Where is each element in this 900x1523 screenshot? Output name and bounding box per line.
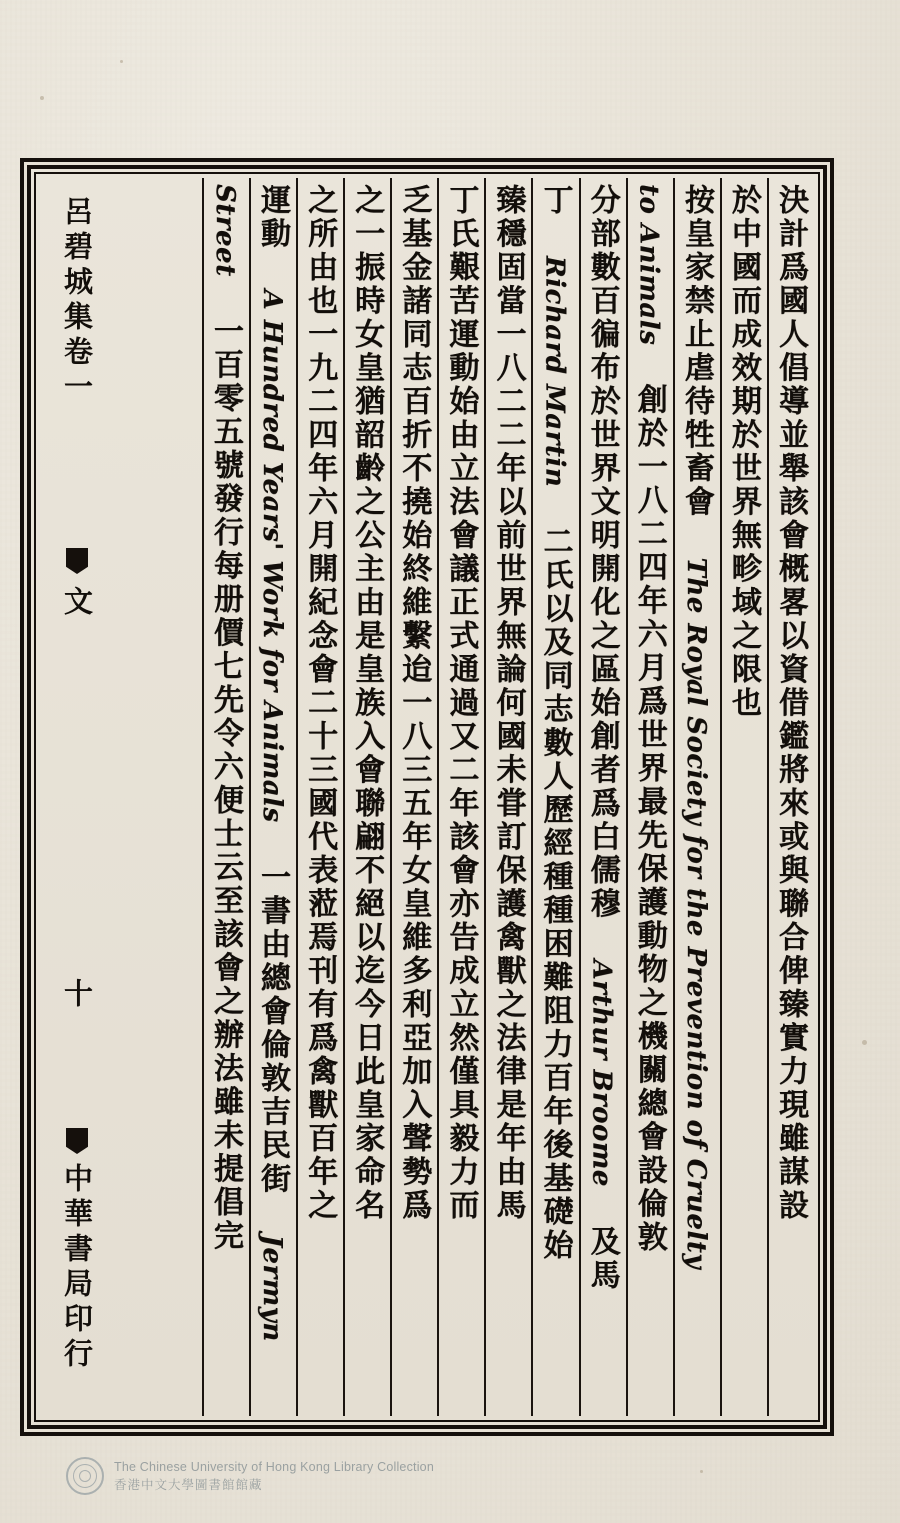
- watermark-english: The Chinese University of Hong Kong Library Collection: [114, 1459, 434, 1474]
- book-title: 呂碧城集卷一: [60, 196, 94, 406]
- latin-run: to Animals: [633, 184, 664, 346]
- column-text: 之所由也一九二四年六月開紀念會二十三國代表蒞焉刊有爲禽獸百年之: [302, 184, 338, 1223]
- column-text: 運動 A Hundred Years' Work for Animals 一書由總會倫敦吉民街 Jermyn: [254, 184, 290, 1342]
- latin-run: Richard Martin: [539, 256, 570, 488]
- text-column-1: [767, 178, 814, 1416]
- library-watermark: [66, 1457, 434, 1495]
- black-fishtail-mark-top: [66, 548, 88, 574]
- text-column-8: [437, 178, 484, 1416]
- latin-run: Jermyn: [256, 1234, 287, 1342]
- latin-run: Street: [209, 184, 240, 277]
- column-text: 於中國而成效期於世界無畛域之限也: [725, 184, 761, 720]
- latin-run: A Hundred Years' Work for Animals: [256, 289, 287, 823]
- column-text: 分部數百徧布於世界文明開化之區始創者爲白儒穆 Arthur Broome 及馬: [584, 184, 620, 1293]
- column-text: 臻穩固當一八二二年以前世界無論何國未甞訂保護禽獸之法律是年由馬: [490, 184, 526, 1223]
- text-column-3: [673, 178, 720, 1416]
- latin-run: The Royal Society for the Prevention of Cruelty: [680, 557, 711, 1269]
- column-text: to Animals 創於一八二四年六月爲世界最先保護動物之機關總會設倫敦: [631, 184, 667, 1255]
- text-column-6: [531, 178, 578, 1416]
- spine-column: [40, 178, 114, 1416]
- text-column-7: [484, 178, 531, 1416]
- text-columns: [40, 178, 814, 1416]
- column-text: Street 一百零五號發行每册價七先令六便士云至該會之辦法雖未提倡完: [207, 184, 243, 1254]
- latin-run: Arthur Broome: [586, 959, 617, 1187]
- woodblock-frame: [20, 158, 834, 1436]
- watermark-chinese: 香港中文大學圖書館館藏: [114, 1477, 263, 1492]
- column-text: 丁 Richard Martin 二氏以及同志數人歷經種種困難阻力百年後基礎始: [537, 184, 573, 1263]
- column-text: 乏基金諸同志百折不撓始終維繫迨一八三五年女皇維多利亞加入聲勢爲: [396, 184, 432, 1223]
- text-column-9: [390, 178, 437, 1416]
- text-column-11: [296, 178, 343, 1416]
- column-text: 決計爲國人倡導並舉該會概畧以資借鑑將來或與聯合俾臻實力現雖謀設: [773, 184, 808, 1223]
- black-fishtail-mark-bottom: [66, 1128, 88, 1154]
- column-text: 丁氏艱苦運動始由立法會議正式通過又二年該會亦告成立然僅具毅力而: [443, 184, 479, 1223]
- library-seal-icon: [66, 1457, 104, 1495]
- text-column-2: [720, 178, 767, 1416]
- publisher-imprint: 中華書局印行: [60, 1163, 94, 1373]
- text-column-13: [202, 178, 249, 1416]
- watermark-text: [114, 1458, 434, 1494]
- text-column-5: [579, 178, 626, 1416]
- column-text: 按皇家禁止虐待牲畜會 The Royal Society for the Prevention of Cruelty: [678, 184, 714, 1269]
- text-column-10: [343, 178, 390, 1416]
- page-number: 十: [60, 978, 94, 1013]
- text-column-12: [249, 178, 296, 1416]
- column-text: 之一振時女皇猶韶齡之公主由是皇族入會聯翩不絕以迄今日此皇家命名: [349, 184, 385, 1223]
- text-column-4: [626, 178, 673, 1416]
- section-label: 文: [60, 586, 94, 621]
